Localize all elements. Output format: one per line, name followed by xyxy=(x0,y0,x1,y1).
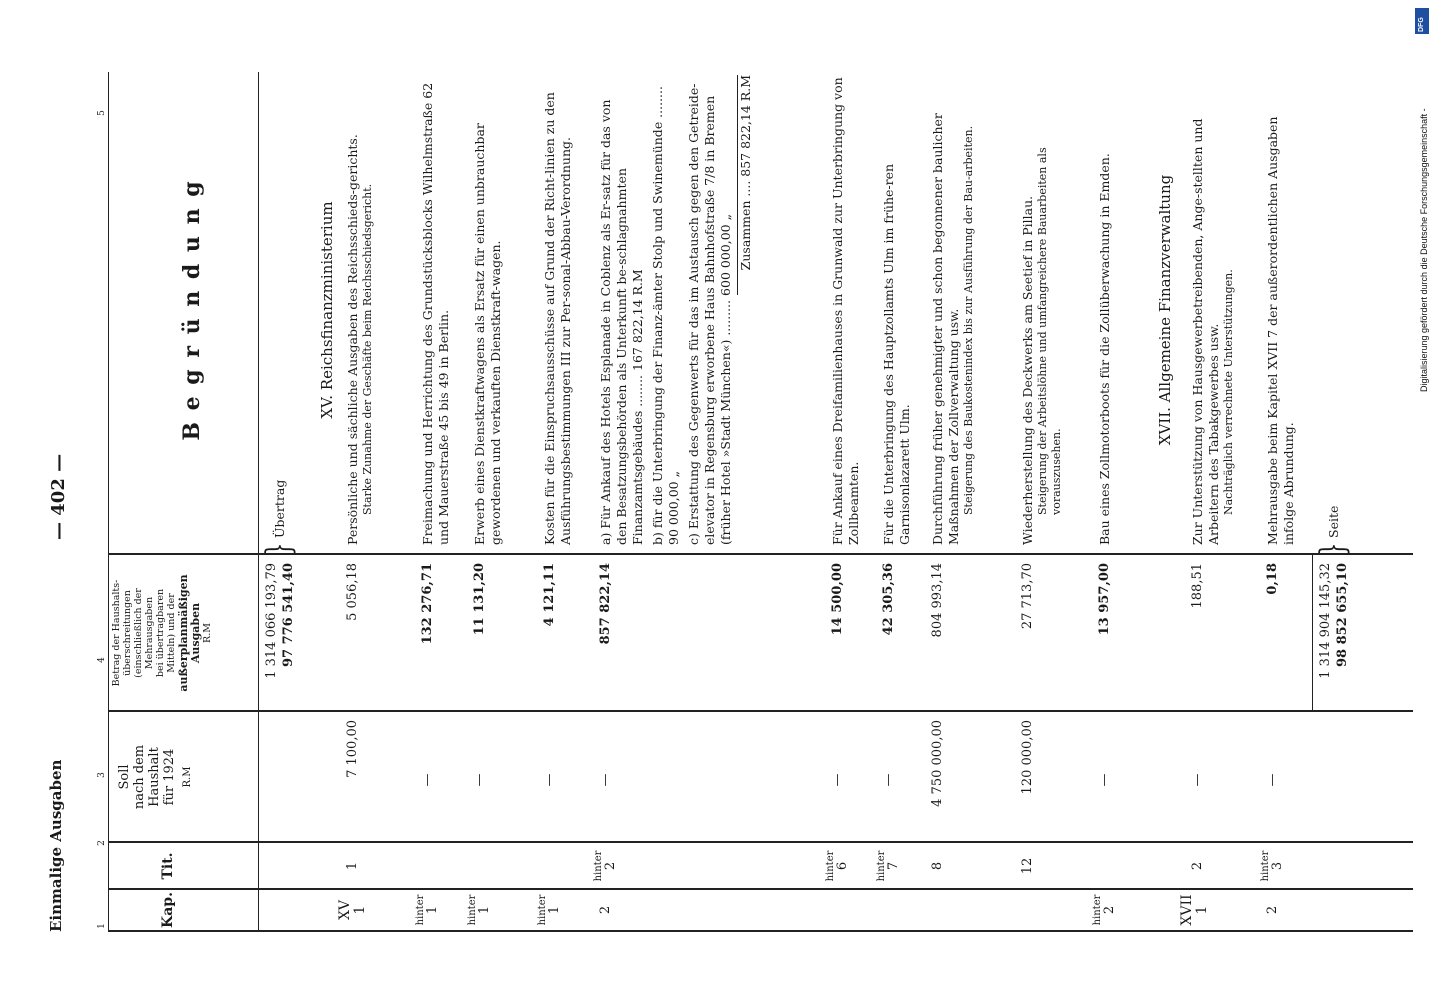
row10-soll: — xyxy=(1097,773,1112,787)
row2-text: Freimachung und Herrichtung des Grundstücksblocks Wilhelmstraße 62 und Mauerstraße 45 bis 49 in Berlin. xyxy=(420,82,451,545)
seite-values: 1 314 904 145,32 98 852 655,10 xyxy=(1318,563,1350,679)
page-header-left: Einmalige Ausgaben xyxy=(47,759,65,932)
tit-header: Tit. xyxy=(160,852,176,880)
row1-text: Persönliche und sächliche Ausgaben des Reichsschieds-gerichts. Starke Zunahme der Geschäfte beim Reichsschiedsgericht. xyxy=(345,134,374,545)
row5-kap: 2 xyxy=(598,905,613,915)
row10-betrag: 13 957,00 xyxy=(1097,563,1112,636)
row1-kap: XV 1 xyxy=(337,899,369,921)
row6-tit: hinter 6 xyxy=(825,850,850,882)
row12-soll: — xyxy=(1265,773,1280,787)
row7-soll: — xyxy=(881,773,896,787)
row10-text: Bau eines Zollmotorboots für die Zollüberwachung in Emden. xyxy=(1097,153,1112,545)
row8-tit: 8 xyxy=(930,861,945,871)
col-border-3 xyxy=(108,710,1413,712)
row4-soll: — xyxy=(542,773,557,787)
row9-tit: 12 xyxy=(1020,857,1035,875)
row9-text: Wiederherstellung des Deckwerks am Seetief in Pillau. Steigerung der Arbeitslöhne und umfangreichere Bauarbeiten als vorauszusehen. xyxy=(1020,147,1064,545)
col-number-4: 4 xyxy=(97,657,107,663)
sum-rule xyxy=(1312,555,1313,712)
row6-betrag: 14 500,00 xyxy=(830,563,845,636)
row4-kap: hinter 1 xyxy=(537,894,562,926)
col-number-3: 3 xyxy=(97,772,107,778)
row5-tit: hinter 2 xyxy=(593,850,618,882)
seite-label: Seite xyxy=(1326,505,1341,538)
row6-text: Für Ankauf eines Dreifamilienhauses in Grunwald zur Unterbringung von Zollbeamten. xyxy=(830,77,861,545)
seite-brace: } xyxy=(1313,542,1353,556)
col-border-4 xyxy=(108,553,1413,555)
dfg-logo: DFG xyxy=(1415,8,1429,34)
row11-kap: XVII 1 xyxy=(1179,894,1211,926)
col-border-2 xyxy=(108,841,1413,843)
row6-soll: — xyxy=(830,773,845,787)
row2-kap: hinter 1 xyxy=(415,894,440,926)
header-bottom-rule xyxy=(258,72,259,932)
table-top-rule xyxy=(108,72,109,932)
row8-soll: 4 750 000,00 xyxy=(930,720,945,807)
col-border-left xyxy=(108,930,1413,932)
uebertrag-label: Übertrag xyxy=(272,479,287,538)
begruendung-header: B e g r ü n d u n g xyxy=(179,179,205,441)
section-xvii-title: XVII. Allgemeine Finanzverwaltung xyxy=(1156,174,1174,446)
row10-kap: hinter 2 xyxy=(1092,894,1117,926)
row3-betrag: 11 131,20 xyxy=(472,563,487,636)
row2-betrag: 132 276,71 xyxy=(420,563,435,645)
row8-betrag: 804 993,14 xyxy=(930,563,945,638)
row7-betrag: 42 305,36 xyxy=(881,563,896,636)
row12-kap: 2 xyxy=(1265,905,1280,915)
row9-soll: 120 000,00 xyxy=(1020,720,1035,795)
digitization-credit: Digitalisierung gefördert durch die Deutsche Forschungsgemeinschaft - xyxy=(1419,108,1429,392)
row4-betrag: 4 121,11 xyxy=(542,563,557,627)
row12-text: Mehrausgabe beim Kapitel XVII 7 der außerordentlichen Ausgaben infolge Abrundung. xyxy=(1265,116,1296,545)
row3-kap: hinter 1 xyxy=(467,894,492,926)
row2-soll: — xyxy=(420,773,435,787)
col-number-5: 5 xyxy=(97,110,107,116)
kap-header: Kap. xyxy=(160,892,176,928)
row7-text: Für die Unterbringung des Hauptzollamts Ulm im frühe-ren Garnisonlazarett Ulm. xyxy=(881,163,912,545)
col-border-1 xyxy=(108,888,1413,890)
uebertrag-values: 1 314 066 193,79 97 776 541,40 xyxy=(264,563,296,679)
row4-text: Kosten für die Einspruchsausschüsse auf Grund der Richt-linien zu den Ausführungsbestimmungen III zur Per-sonal-Abbau-Verordnung. xyxy=(542,92,573,545)
row5-soll: — xyxy=(598,773,613,787)
row8-text: Durchführung früher genehmigter und schon begonnener baulicher Maßnahmen der Zollverwaltung usw. Steigerung des Baukostenindex bis zur Ausführung der Bau-arbeiten. xyxy=(930,113,975,545)
row12-betrag: 0,18 xyxy=(1265,563,1280,595)
page-number: — 402 — xyxy=(48,453,69,540)
col-number-1: 1 xyxy=(97,923,107,929)
row5-betrag: 857 822,14 xyxy=(598,563,613,645)
row11-tit: 2 xyxy=(1190,861,1205,871)
digitization-sidebar xyxy=(1414,0,1432,1000)
row1-tit: 1 xyxy=(345,861,360,871)
betrag-header: Betrag der Haushalts- überschreitungen (einschließlich der Mehrausgaben bei übertragbaren Mitteln) und der außerplanmäßigen Ausgaben R.M xyxy=(111,574,213,692)
row12-tit: hinter 3 xyxy=(1260,850,1285,882)
row3-soll: — xyxy=(472,773,487,787)
row3-text: Erwerb eines Dienstkraftwagens als Ersatz für einen unbrauchbar gewordenen und verkauften Dienstkraft-wagen. xyxy=(472,123,503,545)
row5-text: a) Für Ankauf des Hotels Esplanade in Coblenz als Er-satz für das von den Besatzungsbehörden als Unterkunft be-schlagnahmten Finanzamtsgebäudes ........ 167 822,14 R.M b) für die Unterbringung der Finanz-ämter Stolp und Swinemünde ........ 90 000,00 „ c) Erstattung des Gegenwerts für das im Austausch gegen den Getreide-elevator in Regensburg erworbene Haus Bahnhofstraße 7/8 in Bremen (früher Hotel »Stadt München«) ......... 600 000,00 „ Zusammen .... 857 822,14 R.M xyxy=(598,75,753,545)
soll-header: Soll nach dem Haushalt für 1924 R.M xyxy=(117,744,193,810)
uebertrag-brace: } xyxy=(259,542,299,556)
row11-text: Zur Unterstützung von Hausgewerbetreibenden, Ange-stellten und Arbeitern des Tabakgewerbes usw. Nachträglich verrechnete Unterstützungen. xyxy=(1190,118,1235,545)
row11-betrag: 188,51 xyxy=(1190,563,1205,609)
row1-betrag: 5 056,18 xyxy=(345,563,360,621)
row9-betrag: 27 713,70 xyxy=(1020,563,1035,630)
col-number-2: 2 xyxy=(97,840,107,846)
row11-soll: — xyxy=(1190,773,1205,787)
section-xv-title: XV. Reichsfinanzministerium xyxy=(318,201,336,419)
row7-tit: hinter 7 xyxy=(876,850,901,882)
row1-soll: 7 100,00 xyxy=(345,720,360,778)
